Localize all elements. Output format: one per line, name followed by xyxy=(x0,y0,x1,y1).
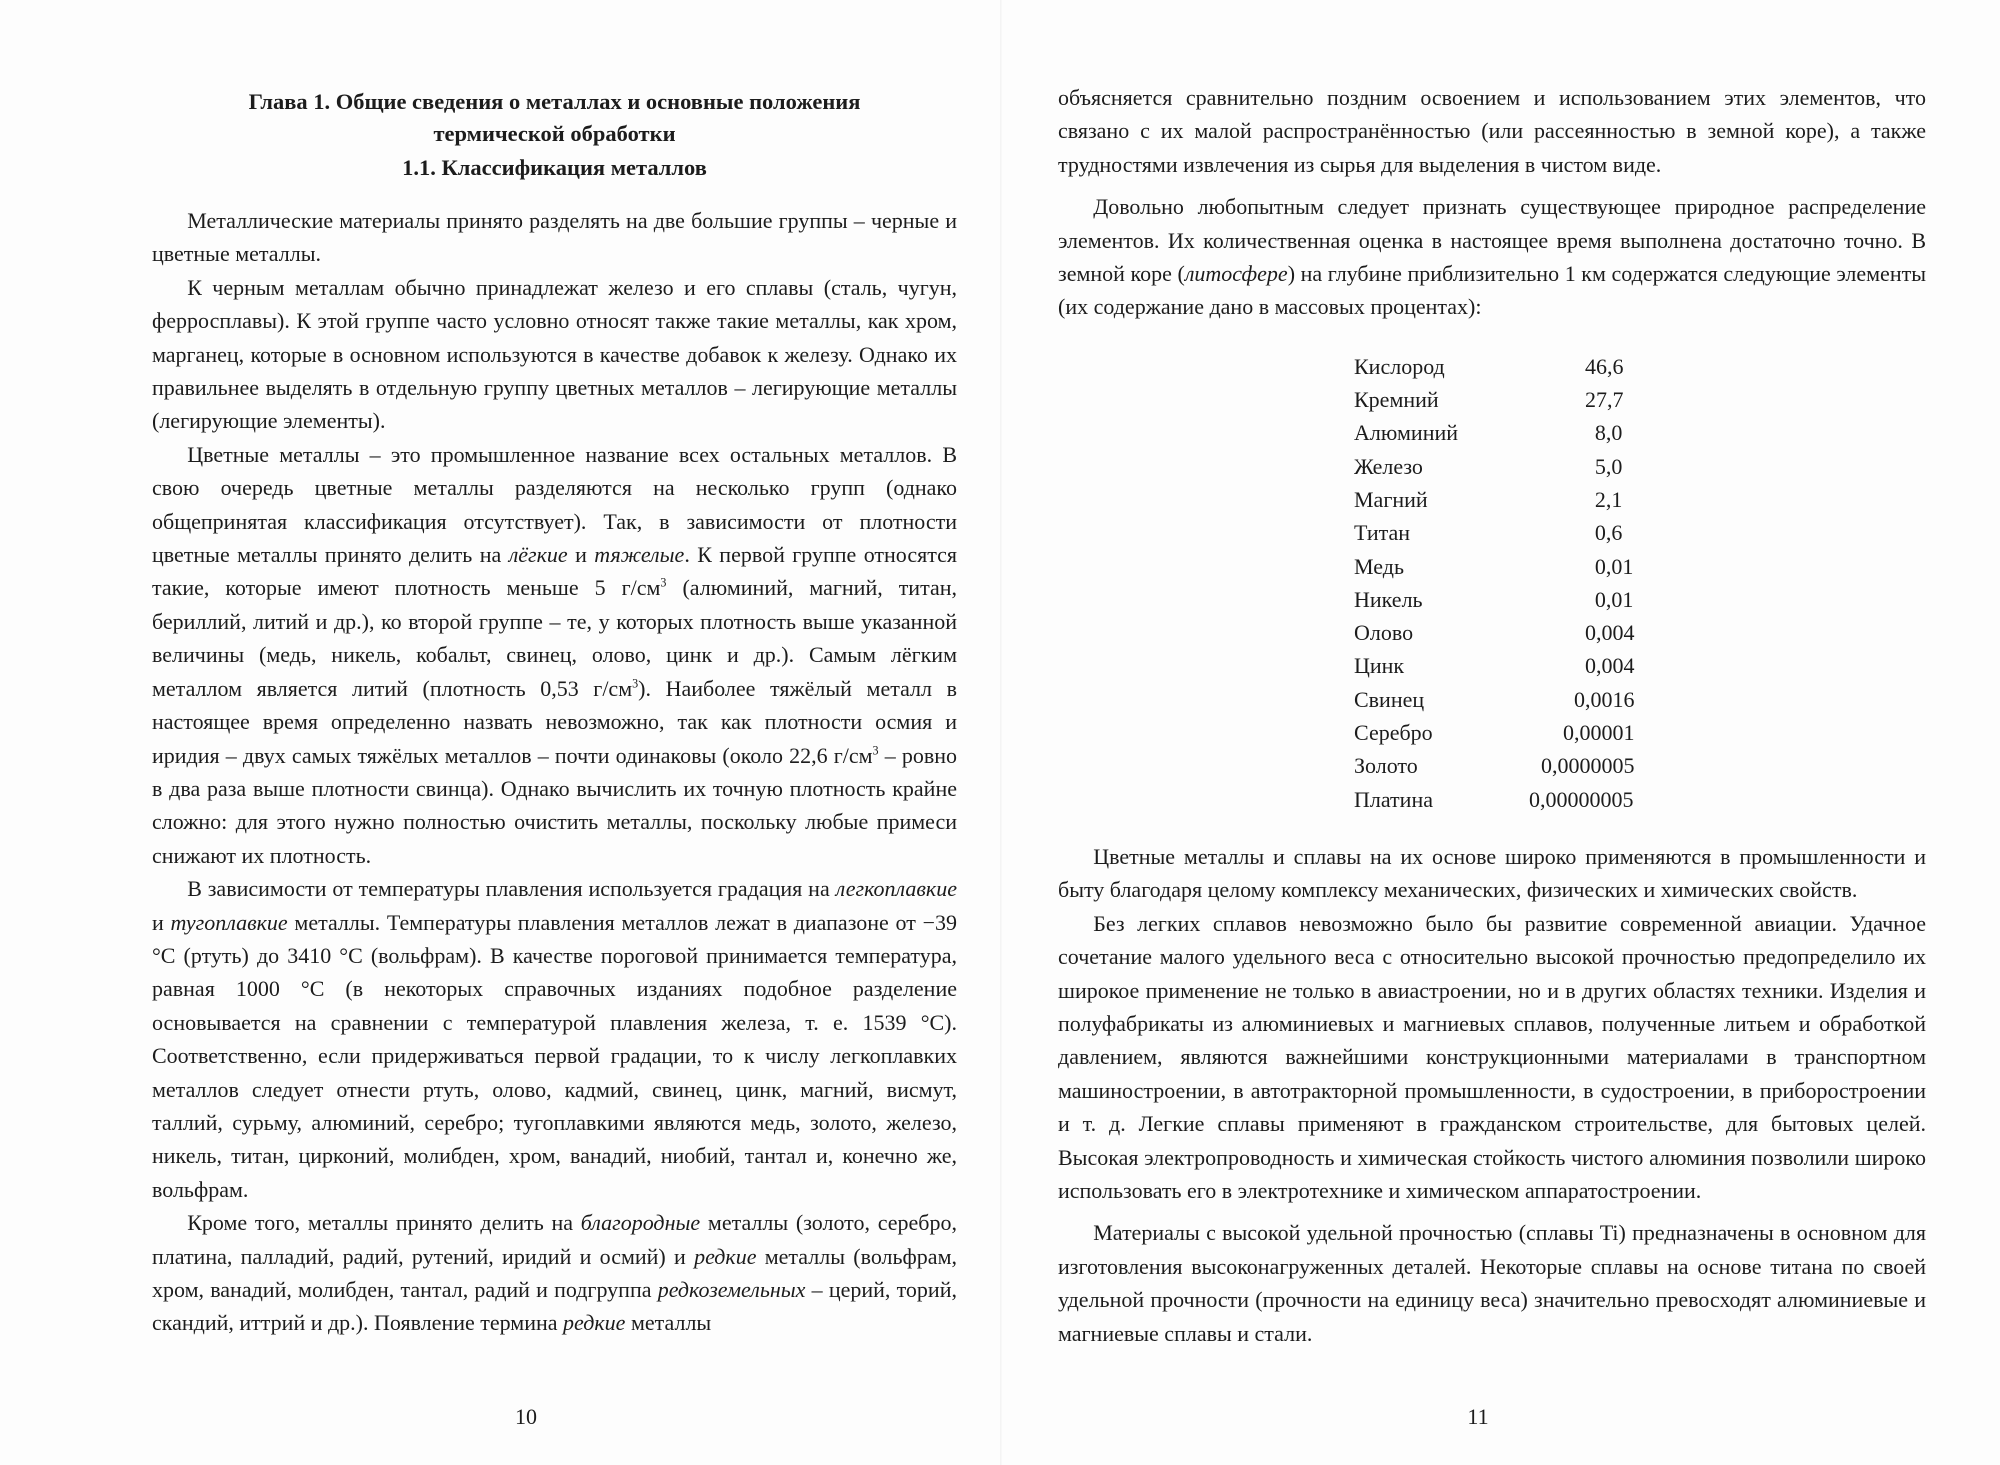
element-name: Алюминий xyxy=(1354,420,1459,446)
paragraph xyxy=(152,872,957,1206)
paragraph: Металлические материалы принято разделять на две большие группы – черные и цветные металлы. xyxy=(152,208,957,267)
superscript: 3 xyxy=(660,576,667,591)
element-value: 46,6 xyxy=(1585,353,1624,379)
element-name: Серебро xyxy=(1354,720,1433,746)
paragraph xyxy=(152,1206,957,1340)
element-name: Золото xyxy=(1354,753,1418,779)
paragraph: объясняется сравнительно поздним освоением и использованием этих элементов, что связано с их малой распространённостью (или рассеянностью в земной коре), а также трудностями извлечения из сырья для выделения в чистом виде. xyxy=(1058,85,1926,177)
element-value: 0,6 xyxy=(1594,520,1623,546)
right-page xyxy=(1002,0,2000,1465)
text-run: и xyxy=(567,542,595,568)
element-row xyxy=(1354,383,1714,416)
italic-term: тугоплавкие xyxy=(170,909,288,935)
element-value: 0,00001 xyxy=(1563,720,1635,746)
italic-term: лёгкие xyxy=(508,542,568,568)
page-number: 10 xyxy=(515,1404,537,1429)
element-value: 0,00000005 xyxy=(1529,786,1634,812)
element-name: Кислород xyxy=(1354,353,1445,379)
element-row xyxy=(1354,783,1714,816)
text-run: – ровно в два раза выше плотности свинца). Однако вычислить их точную плотность крайне сложно: для этого нужно полностью очистить металлы, поскольку любые примеси снижают их плотность. xyxy=(152,742,957,868)
italic-term: благородные xyxy=(580,1210,701,1236)
chapter-title-line-2: термической обработки xyxy=(433,121,676,146)
element-row xyxy=(1354,616,1714,649)
element-row xyxy=(1354,683,1714,716)
element-name: Свинец xyxy=(1354,686,1425,712)
element-name: Платина xyxy=(1354,786,1433,812)
text-run: металлы xyxy=(625,1310,712,1336)
paragraph: Материалы с высокой удельной прочностью (сплавы Ti) предназначены в основном для изготовления высоконагруженных деталей. Некоторые сплавы на основе титана по своей удельной прочности (прочности на единицу веса) значительно превосходят алюминиевые и магниевые сплавы и стали. xyxy=(1058,1220,1926,1346)
element-value: 0,0000005 xyxy=(1541,753,1635,779)
element-row xyxy=(1354,416,1714,449)
element-name: Цинк xyxy=(1354,653,1405,679)
page-number: 11 xyxy=(1467,1404,1489,1429)
element-row xyxy=(1354,483,1714,516)
text-run: . К первой группе относятся такие, которые имеют плотность меньше 5 г/см xyxy=(152,542,957,601)
elements-table xyxy=(1354,350,1714,816)
italic-term: редкие xyxy=(694,1243,757,1269)
text-run: – церий, торий, скандий, иттрий и др.). Появление термина xyxy=(152,1277,957,1336)
element-value: 0,004 xyxy=(1585,653,1635,679)
text-run: и xyxy=(152,909,171,935)
element-row xyxy=(1354,716,1714,749)
element-row xyxy=(1354,583,1714,616)
paragraph xyxy=(152,438,957,872)
element-value: 5,0 xyxy=(1594,453,1623,479)
element-name: Магний xyxy=(1354,486,1428,512)
text-run: Кроме того, металлы принято делить на xyxy=(187,1210,581,1236)
element-name: Кремний xyxy=(1354,387,1439,413)
text-run: В зависимости от температуры плавления используется градация на xyxy=(187,876,836,902)
element-name: Титан xyxy=(1354,520,1411,546)
text-run: Довольно любопытным следует признать существующее природное распределение элементов. Их количественная оценка в настоящее время выполнена достаточно точно. В земной коре ( xyxy=(1058,194,1926,287)
italic-term: редкие xyxy=(563,1310,626,1336)
element-row xyxy=(1354,350,1714,383)
element-value: 0,0016 xyxy=(1574,686,1635,712)
italic-term: литосфере xyxy=(1184,261,1288,287)
text-run: Цветные металлы – это промышленное название всех остальных металлов. В свою очередь цветные металлы разделяются на несколько групп (однако общепринятая классификация отсутствует). Так, в зависимости от плотности цветные металлы принято делить на xyxy=(152,441,957,568)
text-run: ) на глубине приблизительно 1 км содержатся следующие элементы (их содержание дано в массовых процентах): xyxy=(1058,261,1926,320)
italic-term: легкоплавкие xyxy=(835,876,957,902)
paragraph xyxy=(1058,190,1926,324)
superscript: 3 xyxy=(632,676,639,691)
paragraph: К черным металлам обычно принадлежат железо и его сплавы (сталь, чугун, ферросплавы). К этой группе часто условно относят также такие металлы, как хром, марганец, которые в основном используются в качестве добавок к железу. Однако их правильнее выделять в отдельную группу цветных металлов – легирующие металлы (легирующие элементы). xyxy=(152,274,957,434)
element-name: Олово xyxy=(1354,620,1414,646)
element-value: 8,0 xyxy=(1594,420,1623,446)
text-run: ). Наиболее тяжёлый металл в настоящее время определенно назвать невозможно, так как плотности осмия и иридия – двух самых тяжёлых металлов – почти одинаковы (около 22,6 г/см xyxy=(152,675,957,768)
paragraph: Без легких сплавов невозможно было бы развитие современной авиации. Удачное сочетание малого удельного веса с относительно высокой прочностью предопределило их широкое применение не только в авиастроении, но и в других областях техники. Изделия и полуфабрикаты из алюминиевых и магниевых сплавов, полученные литьем и обработкой давлением, являются важнейшими конструкционными материалами в транспортном машиностроении, в автотракторной промышленности, в судостроении, в приборостроении и т. д. Легкие сплавы применяют в гражданском строительстве, для бытовых целей. Высокая электропроводность и химическая стойкость чистого алюминия позволили широко использовать его в электротехнике и химическом аппаратостроении. xyxy=(1058,910,1926,1204)
text-run: металлы (вольфрам, хром, ванадий, молибден, тантал, радий и подгруппа xyxy=(152,1243,957,1302)
element-row xyxy=(1354,749,1714,782)
text-run: металлы. Температуры плавления металлов лежат в диапазоне от −39 °С (ртуть) до 3410 °С (вольфрам). В качестве пороговой принимается температура, равная 1000 °С (в некоторых справочных изданиях подобное разделение основывается на сравнении с температурой плавления железа, т. е. 1539 °С). Соответственно, если придерживаться первой градации, то к числу легкоплавких металлов следует отнести ртуть, олово, кадмий, свинец, цинк, магний, висмут, таллий, сурьму, алюминий, серебро; тугоплавкими являются медь, золото, железо, никель, титан, цирконий, молибден, хром, ванадий, ниобий, тантал и, конечно же, вольфрам. xyxy=(152,909,957,1202)
element-row xyxy=(1354,550,1714,583)
element-value: 27,7 xyxy=(1585,387,1624,413)
chapter-title-line-1: Глава 1. Общие сведения о металлах и основные положения xyxy=(248,89,861,114)
element-row xyxy=(1354,516,1714,549)
italic-term: тяжелые xyxy=(594,542,685,568)
chapter-title xyxy=(152,86,957,150)
element-value: 0,01 xyxy=(1594,586,1634,612)
text-run: металлы (золото, серебро, платина, палладий, радий, рутений, иридий и осмий) и xyxy=(152,1210,957,1269)
element-name: Медь xyxy=(1354,553,1404,579)
element-value: 2,1 xyxy=(1594,486,1623,512)
superscript: 3 xyxy=(872,743,879,758)
element-row xyxy=(1354,450,1714,483)
italic-term: редкоземельных xyxy=(657,1277,806,1302)
element-name: Железо xyxy=(1354,453,1423,479)
right-page-body xyxy=(1058,81,1926,1350)
element-name: Никель xyxy=(1354,586,1423,612)
element-value: 0,01 xyxy=(1594,553,1634,579)
section-title: 1.1. Классификация металлов xyxy=(402,155,707,180)
text-run: (алюминий, магний, титан, бериллий, литий и др.), ко второй группе – те, у которых плотность выше указанной величины (медь, никель, кобальт, свинец, олово, цинк и др.). Самым лёгким металлом является литий (плотность 0,53 г/см xyxy=(152,575,957,701)
paragraph: Цветные металлы и сплавы на их основе широко применяются в промышленности и быту благодаря целому комплексу механических, физических и химических свойств. xyxy=(1058,844,1926,903)
element-row xyxy=(1354,650,1714,683)
left-page-body xyxy=(152,204,957,1340)
element-value: 0,004 xyxy=(1585,620,1635,646)
